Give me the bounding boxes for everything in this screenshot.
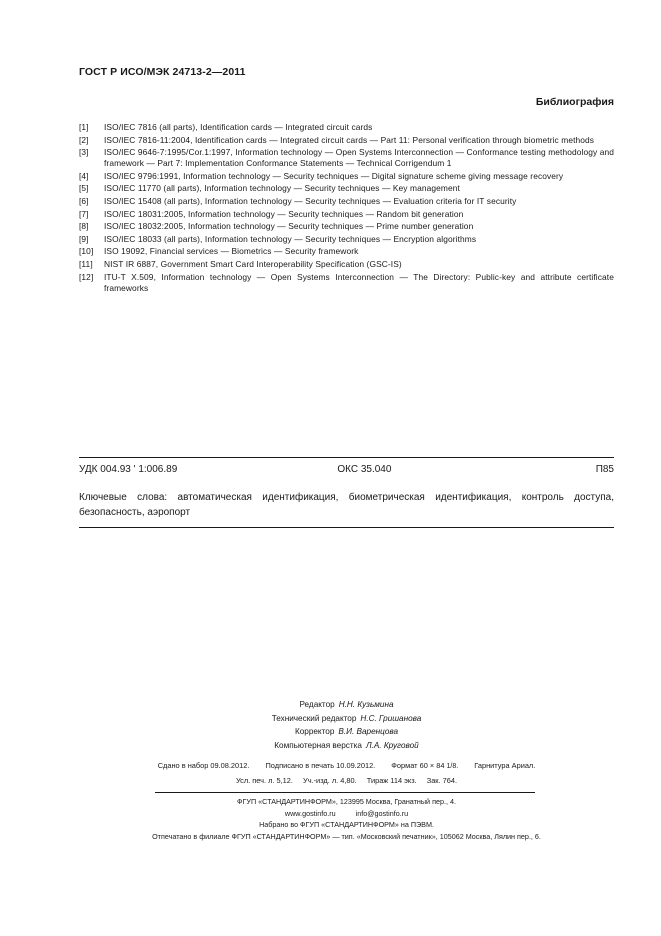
typeface: Гарнитура Ариал. — [474, 761, 536, 770]
keywords: Ключевые слова: автоматическая идентификация, биометрическая идентификация, контроль доступа, безопасность, аэропорт — [79, 492, 614, 518]
signed-date: Подписано в печать 10.09.2012. — [265, 761, 376, 770]
credit-role: Технический редактор — [271, 713, 357, 723]
oks-code: ОКС 35.040 — [337, 464, 392, 475]
bibliography-item — [79, 246, 614, 257]
publisher-block — [79, 796, 614, 842]
bibliography-item — [79, 135, 614, 146]
bibliography-text: ITU-T X.509, Information technology — Open Systems Interconnection — The Directory: Public-key and attribute certificate frameworks — [104, 271, 614, 293]
divider-bottom — [79, 527, 614, 528]
bibliography-number: [10] — [79, 246, 94, 257]
credit-role: Редактор — [299, 700, 335, 709]
credit-role: Корректор — [294, 727, 335, 737]
print-run: Тираж 114 экз. — [366, 775, 417, 785]
bibliography-item — [79, 259, 614, 270]
credit-line — [79, 698, 614, 712]
bibliography-text: ISO/IEC 9646-7:1995/Cor.1:1997, Information technology — Open Systems Interconnection — Conformance testing methodology and framework — Part 7: Implementation Conformance Statements — Technical Corrigendum 1 — [104, 147, 614, 169]
publisher-email[interactable]: info@gostinfo.ru — [355, 808, 409, 818]
order-number: Зак. 764. — [426, 775, 458, 785]
bibliography-item — [79, 209, 614, 220]
publisher-contacts — [79, 808, 614, 820]
publisher-sheets: Уч.-изд. л. 4,80. — [303, 775, 357, 785]
credit-line — [79, 712, 614, 726]
divider-publisher — [155, 792, 535, 793]
bibliography-text: NIST IR 6887, Government Smart Card Interoperability Specification (GSC-IS) — [104, 258, 402, 269]
bibliography-number: [12] — [79, 271, 94, 282]
credit-line — [79, 725, 614, 739]
print-sheets: Усл. печ. л. 5,12. — [235, 775, 293, 785]
bibliography-item — [79, 171, 614, 182]
bibliography-text: ISO/IEC 7816 (all parts), Identification cards — Integrated circuit cards — [104, 122, 373, 132]
category-code: П85 — [595, 464, 614, 475]
bibliography-text: ISO/IEC 18031:2005, Information technology — Security techniques — Random bit generation — [104, 208, 464, 219]
bibliography-number: [11] — [79, 258, 93, 269]
credit-name: Н.С. Гришанова — [360, 713, 422, 723]
bibliography-text: ISO/IEC 18033 (all parts), Information technology — Security techniques — Encryption algorithms — [104, 233, 477, 244]
classification-row — [79, 464, 614, 475]
credit-name: В.И. Варенцова — [338, 727, 399, 737]
bibliography-item — [79, 122, 614, 133]
bibliography-item — [79, 196, 614, 207]
paper-format-fraction: 1/8. — [446, 763, 459, 770]
bibliography-text: ISO 19092, Financial services — Biometrics — Security framework — [104, 246, 359, 257]
credit-name: Н.Н. Кузьмина — [338, 700, 394, 709]
submitted-date: Сдано в набор 09.08.2012. — [157, 761, 250, 770]
bibliography-item — [79, 221, 614, 232]
bibliography-number: [8] — [79, 221, 89, 232]
credit-line — [79, 739, 614, 753]
paper-format: Формат 60 × 84 — [391, 761, 445, 770]
bibliography-title: Библиография — [535, 96, 614, 108]
bibliography-text: ISO/IEC 7816-11:2004, Identification cards — Integrated circuit cards — Part 11: Personal verification through biometric methods — [104, 134, 595, 145]
print-info — [79, 759, 614, 787]
bibliography-number: [4] — [79, 170, 89, 181]
credits-block — [79, 698, 614, 752]
bibliography-number: [7] — [79, 208, 89, 219]
publisher-address: ФГУП «СТАНДАРТИНФОРМ», 123995 Москва, Гранатный пер., 4. — [237, 797, 456, 806]
document-code: ГОСТ Р ИСО/МЭК 24713-2—2011 — [79, 66, 246, 78]
bibliography-item — [79, 272, 614, 294]
publisher-website[interactable]: www.gostinfo.ru — [284, 808, 336, 818]
bibliography-item — [79, 183, 614, 194]
print-info-line-2 — [79, 774, 614, 788]
printed-note: Отпечатано в филиале ФГУП «СТАНДАРТИНФОРМ» — тип. «Московский печатник», 105062 Москва, Лялин пер., 6. — [152, 831, 541, 841]
bibliography-item — [79, 234, 614, 245]
bibliography-text: ISO/IEC 15408 (all parts), Information technology — Security techniques — Evaluation criteria for IT security — [104, 195, 517, 206]
bibliography-number: [5] — [79, 183, 89, 194]
bibliography-text: ISO/IEC 9796:1991, Information technology — Security techniques — Digital signature scheme giving message recovery — [104, 170, 564, 181]
typeset-note: Набрано во ФГУП «СТАНДАРТИНФОРМ» на ПЭВМ. — [259, 820, 434, 829]
udk-code: УДК 004.93 ' 1:006.89 — [79, 464, 178, 475]
bibliography-number: [1] — [79, 122, 89, 132]
bibliography-number: [6] — [79, 195, 89, 206]
print-info-line-1 — [79, 759, 614, 774]
bibliography-number: [9] — [79, 233, 89, 244]
bibliography-text: ISO/IEC 18032:2005, Information technology — Security techniques — Prime number generation — [104, 221, 474, 232]
bibliography-text: ISO/IEC 11770 (all parts), Information technology — Security techniques — Key management — [104, 183, 460, 194]
bibliography-number: [3] — [79, 147, 89, 158]
bibliography-list — [79, 122, 614, 295]
bibliography-item — [79, 147, 614, 169]
bibliography-number: [2] — [79, 134, 89, 145]
credit-name: Л.А. Круговой — [365, 740, 419, 750]
divider-top — [79, 457, 614, 458]
credit-role: Компьютерная верстка — [274, 740, 362, 750]
